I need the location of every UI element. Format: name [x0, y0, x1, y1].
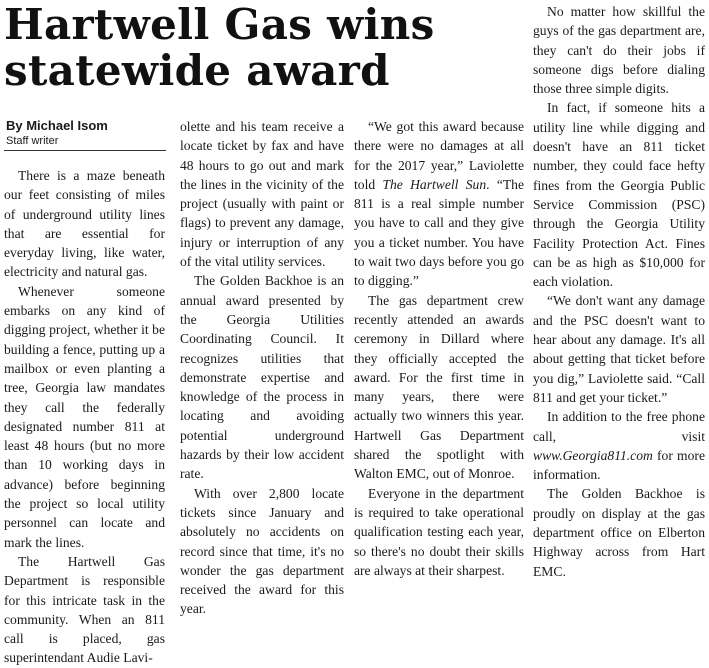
paragraph: “We don't want any damage and the PSC doesn't want to hear about any damage. It's all about getting that ticket before you dig,” Laviolette said. “Call 811 and get your ticket.”	[533, 293, 705, 405]
article-column-1	[4, 166, 165, 668]
byline	[6, 118, 166, 148]
paragraph: The Golden Backhoe is an annual award presented by the Georgia Utilities Coordinating Council. It recognizes utilities that demonstrate expertise and knowledge of the process in locating and avoiding potential underground hazards by their low accident rate.	[180, 273, 344, 482]
paragraph: The gas department crew recently attended an awards ceremony in Dillard where they officially accepted the award. For the first time in many years, there were actually two winners this year. Hartwell Gas Department shared the spotlight with Walton EMC, out of Monroe.	[354, 292, 524, 482]
paragraph: There is a maze beneath our feet consisting of miles of underground utility lines that are essential for everyday living, like water, electricity and natural gas.	[4, 168, 165, 280]
paragraph: With over 2,800 locate tickets since January and absolutely no accidents on record since that time, it's no wonder the gas department received the award for this year.	[180, 485, 344, 617]
byline-role: Staff writer	[6, 135, 59, 147]
paragraph: In fact, if someone hits a utility line while digging and doesn't have an 811 ticket number, they could face hefty fines from the Georgia Public Service Commission (PSC) through the Georgia Utility Facility Protection Act. Fines can be as high as $10,000 for each violation.	[533, 100, 705, 290]
byline-author: By Michael Isom	[6, 118, 108, 133]
paragraph: No matter how skillful the guys of the gas department are, they can't do their jobs if someone digs before dialing those three simple digits.	[533, 4, 705, 97]
paragraph: “We got this award because there were no damages at all for the 2017 year,” Laviolette told The Hartwell Sun. “The 811 is a real simple number you have to call and they give you a ticket number. You have to wait two days before you go to digging.”	[354, 119, 524, 289]
paragraph: Everyone in the department is required to take operational qualification testing each year, so there's no doubt their skills are always at their sharpest.	[354, 485, 524, 578]
article-column-3	[354, 117, 524, 580]
byline-divider	[4, 150, 166, 151]
paragraph: The Hartwell Gas Department is responsible for this intricate task in the community. When an 811 call is placed, gas superintendant Audie Lavi-	[4, 553, 165, 666]
article-column-2	[180, 117, 344, 619]
paragraph: olette and his team receive a locate ticket by fax and have 48 hours to go out and mark the lines in the vicinity of the project (usually with paint or flags) to prevent any damage, injury or interruption of any of the vital utility services.	[180, 119, 344, 270]
paragraph: In addition to the free phone call, visit www.Georgia811.com for more information.	[533, 409, 705, 483]
paragraph: Whenever someone embarks on any kind of digging project, whether it be building a fence, putting up a mailbox or even planting a tree, Georgia law mandates they call the federally designated number 811 at least 48 hours (but no more than 10 working days in advance) before beginning the project so local utility personnel can locate and mark the lines.	[4, 283, 165, 550]
article-column-4	[533, 2, 705, 581]
headline: Hartwell Gas wins statewide award	[4, 0, 435, 95]
paragraph: The Golden Backhoe is proudly on display at the gas department office on Elberton Highway across from Hart EMC.	[533, 486, 705, 579]
